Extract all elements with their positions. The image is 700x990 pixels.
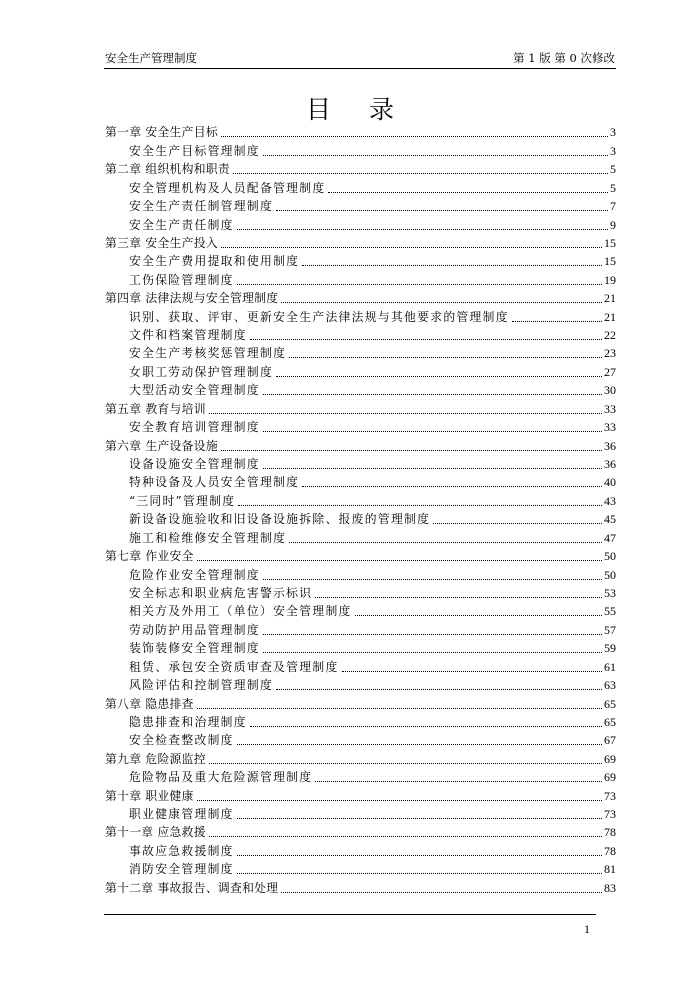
toc-dot-leader	[433, 523, 602, 524]
toc-dot-leader	[263, 468, 602, 469]
toc-entry-label: 第五章 教育与培训	[105, 401, 206, 416]
toc-entry-label: 职业健康管理制度	[129, 807, 234, 822]
toc-dot-leader	[221, 136, 608, 137]
toc-section-entry[interactable]	[105, 527, 616, 545]
footer-divider	[104, 914, 596, 915]
toc-entry-page: 22	[604, 328, 616, 343]
toc-entry-page: 15	[604, 235, 616, 250]
header-divider	[104, 68, 616, 69]
toc-entry-page: 59	[604, 641, 616, 656]
toc-entry-page: 67	[604, 733, 616, 748]
toc-entry-page: 69	[604, 751, 616, 766]
toc-section-entry[interactable]	[105, 306, 616, 324]
toc-section-entry[interactable]	[105, 583, 616, 601]
toc-section-entry[interactable]	[105, 601, 616, 619]
toc-chapter-entry[interactable]	[105, 748, 616, 766]
toc-dot-leader	[315, 781, 602, 782]
toc-entry-page: 7	[610, 199, 616, 214]
toc-chapter-entry[interactable]	[105, 122, 616, 140]
toc-entry-label: 隐患排查和治理制度	[129, 714, 247, 729]
toc-section-entry[interactable]	[105, 656, 616, 674]
toc-entry-page: 83	[604, 880, 616, 895]
toc-entry-page: 9	[610, 217, 616, 232]
toc-entry-page: 65	[604, 714, 616, 729]
toc-dot-leader	[221, 247, 602, 248]
toc-dot-leader	[197, 560, 602, 561]
toc-chapter-entry[interactable]	[105, 288, 616, 306]
toc-entry-label: 文件和档案管理制度	[129, 328, 247, 343]
toc-entry-label: 大型活动安全管理制度	[129, 383, 260, 398]
toc-section-entry[interactable]	[105, 767, 616, 785]
toc-dot-leader	[342, 671, 602, 672]
toc-entry-label: 安全生产费用提取和使用制度	[129, 254, 300, 269]
toc-entry-page: 33	[604, 420, 616, 435]
footer-page-number: 1	[584, 922, 590, 936]
toc-entry-label: 第十一章 应急救援	[105, 825, 206, 840]
toc-dot-leader	[263, 155, 608, 156]
toc-section-entry[interactable]	[105, 196, 616, 214]
toc-entry-label: 第十二章 事故报告、调查和处理	[105, 880, 279, 895]
toc-entry-label: 特种设备及人员安全管理制度	[129, 475, 300, 490]
toc-entry-page: 3	[610, 143, 616, 158]
toc-entry-page: 3	[610, 125, 616, 140]
toc-entry-label: 安全生产责任制度	[129, 217, 234, 232]
toc-dot-leader	[276, 210, 608, 211]
toc-entry-label: 安全生产责任制管理制度	[129, 199, 274, 214]
toc-section-entry[interactable]	[105, 509, 616, 527]
toc-entry-label: 第四章 法律法规与安全管理制度	[105, 291, 279, 306]
toc-entry-label: 第二章 组织机构和职责	[105, 162, 231, 177]
toc-dot-leader	[237, 855, 602, 856]
toc-entry-page: 21	[604, 309, 616, 324]
toc-dot-leader	[315, 597, 602, 598]
toc-section-entry[interactable]	[105, 675, 616, 693]
toc-dot-leader	[289, 357, 602, 358]
toc-entry-label: 安全标志和职业病危害警示标识	[129, 585, 313, 600]
toc-dot-leader	[512, 321, 602, 322]
toc-dot-leader	[233, 173, 608, 174]
toc-entry-label: “三同时”管理制度	[129, 493, 236, 508]
toc-dot-leader	[355, 615, 602, 616]
toc-entry-page: 50	[604, 549, 616, 564]
toc-section-entry[interactable]	[105, 214, 616, 232]
toc-entry-label: 劳动防护用品管理制度	[129, 622, 260, 637]
toc-section-entry[interactable]	[105, 417, 616, 435]
toc-section-entry[interactable]	[105, 619, 616, 637]
toc-entry-label: 新设备设施验收和旧设备设施拆除、报废的管理制度	[129, 512, 431, 527]
toc-dot-leader	[302, 265, 602, 266]
toc-entry-label: 安全生产目标管理制度	[129, 143, 260, 158]
toc-entry-page: 50	[604, 567, 616, 582]
toc-entry-label: 第八章 隐患排查	[105, 696, 194, 711]
toc-dot-leader	[237, 873, 602, 874]
toc-entry-page: 78	[604, 825, 616, 840]
toc-dot-leader	[263, 652, 602, 653]
toc-entry-page: 21	[604, 291, 616, 306]
toc-dot-leader	[263, 634, 602, 635]
toc-dot-leader	[221, 450, 602, 451]
toc-entry-page: 40	[604, 475, 616, 490]
header-version-info: 第 1 版 第 0 次修改	[513, 51, 615, 65]
toc-dot-leader	[289, 542, 602, 543]
toc-entry-page: 73	[604, 807, 616, 822]
toc-entry-label: 第七章 作业安全	[105, 549, 194, 564]
toc-entry-label: 安全检查整改制度	[129, 733, 234, 748]
toc-dot-leader	[237, 284, 602, 285]
toc-section-entry[interactable]	[105, 454, 616, 472]
toc-section-entry[interactable]	[105, 177, 616, 195]
toc-dot-leader	[263, 431, 602, 432]
toc-entry-page: 27	[604, 364, 616, 379]
toc-entry-page: 15	[604, 254, 616, 269]
header-document-title: 安全生产管理制度	[105, 51, 197, 65]
page-header	[105, 50, 615, 66]
toc-entry-label: 第三章 安全生产投入	[105, 235, 218, 250]
toc-entry-page: 5	[610, 162, 616, 177]
toc-entry-label: 事故应急救援制度	[129, 843, 234, 858]
toc-entry-page: 61	[604, 659, 616, 674]
toc-dot-leader	[209, 413, 602, 414]
toc-entry-page: 36	[604, 457, 616, 472]
toc-dot-leader	[276, 376, 602, 377]
toc-entry-label: 装饰装修安全管理制度	[129, 641, 260, 656]
toc-dot-leader	[197, 708, 602, 709]
toc-section-entry[interactable]	[105, 730, 616, 748]
toc-chapter-entry[interactable]	[105, 877, 616, 895]
toc-section-entry[interactable]	[105, 712, 616, 730]
toc-chapter-entry[interactable]	[105, 785, 616, 803]
toc-section-entry[interactable]	[105, 325, 616, 343]
toc-section-entry[interactable]	[105, 564, 616, 582]
toc-entry-page: 19	[604, 272, 616, 287]
toc-section-entry[interactable]	[105, 490, 616, 508]
toc-section-entry[interactable]	[105, 638, 616, 656]
toc-entry-label: 风险评估和控制管理制度	[129, 678, 274, 693]
toc-entry-label: 设备设施安全管理制度	[129, 457, 260, 472]
toc-section-entry[interactable]	[105, 859, 616, 877]
toc-chapter-entry[interactable]	[105, 546, 616, 564]
toc-dot-leader	[263, 394, 602, 395]
toc-entry-label: 第十章 职业健康	[105, 788, 194, 803]
toc-entry-page: 57	[604, 622, 616, 637]
toc-chapter-entry[interactable]	[105, 159, 616, 177]
toc-entry-label: 租赁、承包安全资质审查及管理制度	[129, 659, 339, 674]
toc-dot-leader	[250, 339, 602, 340]
table-of-contents	[105, 122, 616, 896]
toc-entry-page: 30	[604, 383, 616, 398]
toc-entry-page: 63	[604, 678, 616, 693]
toc-dot-leader	[197, 800, 602, 801]
toc-chapter-entry[interactable]	[105, 435, 616, 453]
toc-dot-leader	[281, 302, 602, 303]
toc-entry-page: 47	[604, 530, 616, 545]
toc-entry-page: 81	[604, 862, 616, 877]
toc-entry-label: 第六章 生产设备设施	[105, 438, 218, 453]
toc-entry-page: 33	[604, 401, 616, 416]
toc-entry-page: 55	[604, 604, 616, 619]
toc-chapter-entry[interactable]	[105, 233, 616, 251]
toc-entry-label: 工伤保险管理制度	[129, 272, 234, 287]
toc-entry-label: 第一章 安全生产目标	[105, 125, 218, 140]
toc-entry-label: 危险物品及重大危险源管理制度	[129, 770, 313, 785]
toc-section-entry[interactable]	[105, 343, 616, 361]
toc-entry-label: 施工和检维修安全管理制度	[129, 530, 287, 545]
toc-dot-leader	[328, 192, 608, 193]
toc-dot-leader	[237, 744, 602, 745]
toc-entry-label: 识别、获取、评审、更新安全生产法律法规与其他要求的管理制度	[129, 309, 509, 324]
toc-dot-leader	[302, 486, 602, 487]
toc-chapter-entry[interactable]	[105, 398, 616, 416]
toc-section-entry[interactable]	[105, 269, 616, 287]
toc-dot-leader	[238, 505, 602, 506]
toc-chapter-entry[interactable]	[105, 693, 616, 711]
toc-entry-page: 78	[604, 843, 616, 858]
toc-entry-label: 相关方及外用工（单位）安全管理制度	[129, 604, 352, 619]
toc-dot-leader	[276, 689, 602, 690]
toc-section-entry[interactable]	[105, 140, 616, 158]
toc-dot-leader	[281, 892, 602, 893]
toc-section-entry[interactable]	[105, 804, 616, 822]
toc-dot-leader	[209, 836, 602, 837]
toc-entry-page: 5	[610, 180, 616, 195]
toc-entry-label: 安全管理机构及人员配备管理制度	[129, 180, 326, 195]
toc-entry-label: 危险作业安全管理制度	[129, 567, 260, 582]
toc-entry-label: 安全生产考核奖惩管理制度	[129, 346, 287, 361]
toc-dot-leader	[209, 763, 602, 764]
toc-dot-leader	[263, 579, 602, 580]
page-title: 目录	[305, 95, 432, 124]
toc-chapter-entry[interactable]	[105, 822, 616, 840]
toc-entry-page: 65	[604, 696, 616, 711]
toc-section-entry[interactable]	[105, 380, 616, 398]
toc-dot-leader	[250, 726, 602, 727]
toc-section-entry[interactable]	[105, 472, 616, 490]
toc-entry-page: 69	[604, 770, 616, 785]
toc-entry-page: 43	[604, 493, 616, 508]
toc-entry-label: 消防安全管理制度	[129, 862, 234, 877]
toc-entry-page: 23	[604, 346, 616, 361]
toc-entry-page: 45	[604, 512, 616, 527]
toc-section-entry[interactable]	[105, 251, 616, 269]
toc-dot-leader	[237, 818, 602, 819]
toc-section-entry[interactable]	[105, 361, 616, 379]
toc-entry-page: 73	[604, 788, 616, 803]
toc-section-entry[interactable]	[105, 840, 616, 858]
toc-dot-leader	[237, 229, 608, 230]
toc-entry-label: 安全教育培训管理制度	[129, 420, 260, 435]
toc-entry-page: 36	[604, 438, 616, 453]
toc-entry-label: 第九章 危险源监控	[105, 751, 206, 766]
toc-entry-page: 53	[604, 585, 616, 600]
toc-entry-label: 女职工劳动保护管理制度	[129, 364, 274, 379]
